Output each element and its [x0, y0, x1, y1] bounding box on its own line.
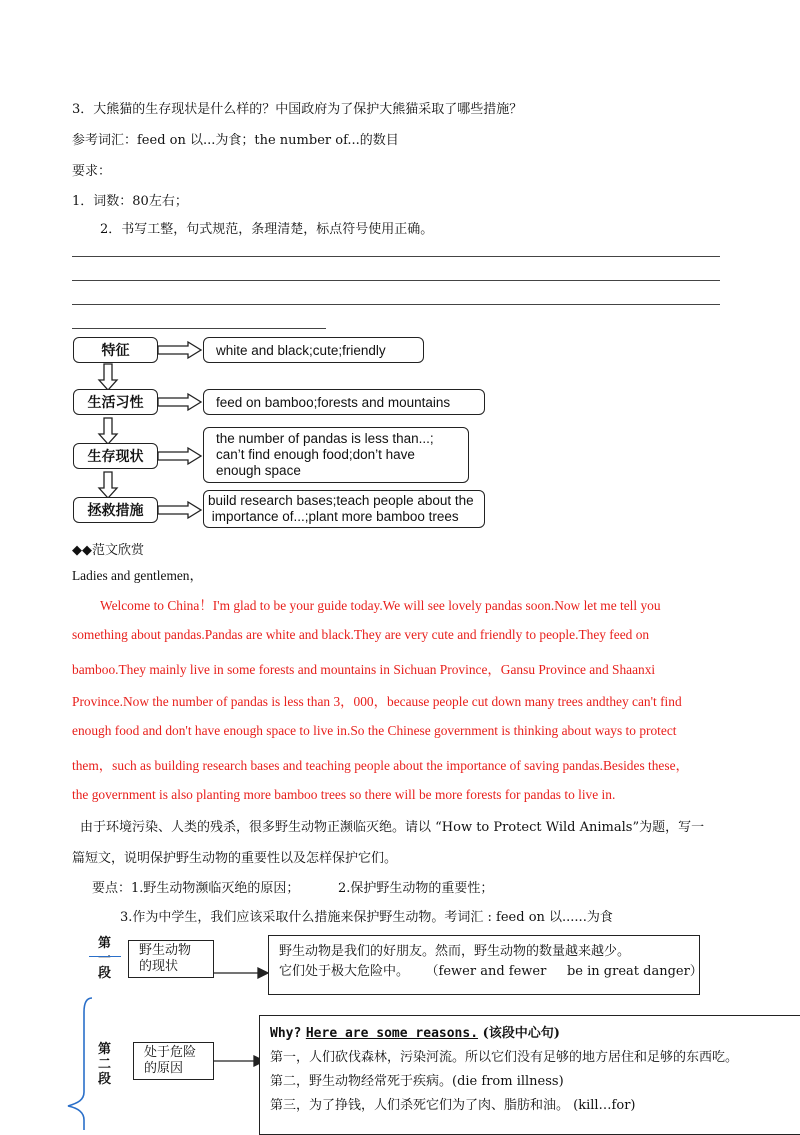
flow-value-measures — [203, 490, 485, 528]
flow-value-status — [203, 427, 469, 483]
para2-topic-line: 的原因 — [144, 1061, 184, 1076]
para1-content-line: 它们处于极大危险中。 （fewer and fewer be in great danger） — [279, 964, 703, 979]
para1-tag-char: 段 — [98, 966, 112, 981]
why-text: Why? — [270, 1026, 302, 1041]
sample-greeting: Ladies and gentlemen， — [72, 568, 203, 583]
flow-measures-line: importance of...;plant more bamboo trees — [208, 509, 459, 524]
flow-label-habits: 生活习性 — [73, 389, 158, 415]
reason-item: 第二，野生动物经常死于疾病。(die from illness) — [270, 1074, 564, 1089]
reason-item: 第三，为了挣钱，人们杀死它们为了肉、脂肪和油。 (kill…for) — [270, 1098, 636, 1113]
task2-point-3: 3.作为中学生，我们应该采取什么措施来保护野生动物。考词汇 : feed on 以......为食 — [120, 910, 613, 925]
task-question: 3．大熊猫的生存现状是什么样的？中国政府为了保护大熊猫采取了哪些措施？ — [72, 102, 523, 117]
reason-item: 第一，人们砍伐森林，污染河流。所以它们没有足够的地方居住和足够的东西吃。 — [270, 1050, 739, 1065]
essay-line: them，such as building research bases and teaching people about the importance of saving pandas.Besides these， — [72, 758, 689, 773]
requirement-1: 1．词数：80左右； — [72, 194, 188, 209]
essay-line: Welcome to China！I'm glad to be your guide today.We will see lovely pandas soon.Now let me tell you — [100, 598, 661, 613]
flow-measures-line: build research bases;teach people about the — [208, 493, 474, 508]
para1-content-box — [268, 935, 703, 995]
flow-value-habits: feed on bamboo;forests and mountains — [203, 389, 485, 415]
essay-line: the government is also planting more bamboo trees so there will be more forests for pandas to live in. — [72, 787, 616, 802]
flow-label-status: 生存现状 — [73, 443, 158, 469]
para1-tag — [98, 936, 114, 981]
para1-topic-box — [128, 940, 214, 978]
flow-status-line: the number of pandas is less than...; — [216, 431, 434, 446]
task2-point-2: 2.保护野生动物的重要性； — [338, 881, 494, 896]
para1-tag-char: 一 — [98, 951, 112, 966]
task2-point-1: 要点：1.野生动物濒临灭绝的原因； — [92, 881, 300, 896]
para2-content-box — [259, 1015, 800, 1135]
flow-status-line: can’t find enough food;don’t have — [216, 447, 415, 462]
flow-label-measures: 拯救措施 — [73, 497, 158, 523]
essay-line: Province.Now the number of pandas is less than 3，000，because people cut down many trees andthey can't find — [72, 694, 682, 709]
essay-line: enough food and don't have enough space to live in.So the Chinese government is thinking about ways to protect — [72, 723, 677, 738]
flow-label-features: 特征 — [73, 337, 158, 363]
para2-topic-line: 处于危险 — [144, 1045, 197, 1060]
sample-heading: ◆◆范文欣赏 — [72, 543, 144, 558]
task-vocab: 参考词汇：feed on 以...为食；the number of...的数目 — [72, 133, 399, 148]
requirements-title: 要求： — [72, 164, 112, 179]
para2-tag-char: 段 — [98, 1072, 112, 1087]
requirement-2: 2．书写工整，句式规范，条理清楚，标点符号使用正确。 — [100, 222, 434, 237]
why-note: (该段中心句) — [482, 1026, 560, 1041]
para1-content-line: 野生动物是我们的好朋友。然而，野生动物的数量越来越少。 — [279, 944, 631, 959]
para1-tag-char: 第 — [98, 936, 112, 951]
para1-topic-line: 的现状 — [139, 959, 179, 974]
flow-value-features: white and black;cute;friendly — [203, 337, 424, 363]
para2-tag-char: 第 — [98, 1042, 112, 1057]
flow-status-line: enough space — [216, 463, 301, 478]
para1-tag-underline — [89, 956, 121, 957]
task2-line-2: 篇短文，说明保护野生动物的重要性以及怎样保护它们。 — [72, 851, 398, 866]
why-reason: Here are some reasons. — [305, 1026, 479, 1041]
para2-topic-box — [133, 1042, 214, 1080]
essay-line: bamboo.They mainly live in some forests and mountains in Sichuan Province，Gansu Province and Shaanxi — [72, 662, 656, 677]
essay-line: something about pandas.Pandas are white and black.They are very cute and friendly to people.They feed on — [72, 627, 650, 642]
task2-line-1: 由于环境污染、人类的残杀，很多野生动物正濒临灭绝。请以 “How to Protect Wild Animals”为题，写一 — [80, 820, 705, 835]
para1-topic-line: 野生动物 — [139, 943, 192, 958]
para2-tag-char: 二 — [98, 1057, 112, 1072]
para2-center-sentence — [270, 1022, 794, 1046]
para2-tag — [98, 1042, 114, 1087]
